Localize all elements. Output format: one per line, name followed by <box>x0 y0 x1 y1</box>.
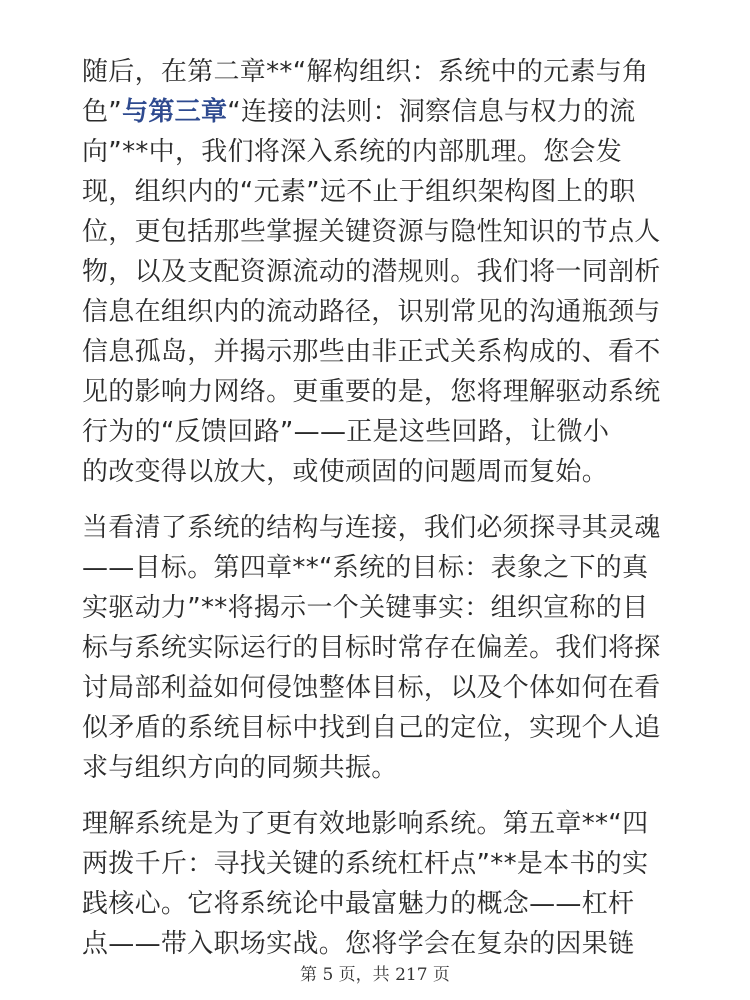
text-line: 实驱动力”**将揭示一个关键事实：组织宣称的目 <box>82 593 649 623</box>
paragraph <box>82 508 682 788</box>
text-line: 位，更包括那些掌握关键资源与隐性知识的节点人 <box>82 217 661 247</box>
text-line: 色”与第三章“连接的法则：洞察信息与权力的流 <box>82 97 636 127</box>
text-line: 信息孤岛，并揭示那些由非正式关系构成的、看不 <box>82 337 661 367</box>
paragraph <box>82 804 682 964</box>
text-line: ——目标。第四章**“系统的目标：表象之下的真 <box>82 553 649 583</box>
text-line: 物，以及支配资源流动的潜规则。我们将一同剖析 <box>82 257 661 287</box>
text-line: 行为的“反馈回路”——正是这些回路，让微小 <box>82 417 610 447</box>
text-line: 两拨千斤：寻找关键的系统杠杆点”**是本书的实 <box>82 849 649 879</box>
text-line: 讨局部利益如何侵蚀整体目标，以及个体如何在看 <box>82 673 661 703</box>
text-line: 当看清了系统的结构与连接，我们必须探寻其灵魂 <box>82 513 661 543</box>
text-line: 标与系统实际运行的目标时常存在偏差。我们将探 <box>82 633 661 663</box>
text-line: 践核心。它将系统论中最富魅力的概念——杠杆 <box>82 889 635 919</box>
body-text <box>82 52 682 980</box>
page-number-footer: 第 5 页，共 217 页 <box>300 965 450 985</box>
text-line: 似矛盾的系统目标中找到自己的定位，实现个人追 <box>82 713 661 743</box>
text-line: 向”**中，我们将深入系统的内部肌理。您会发 <box>82 137 623 167</box>
text-line: 的改变得以放大，或使顽固的问题周而复始。 <box>82 457 609 487</box>
text-line: 求与组织方向的同频共振。 <box>82 753 398 783</box>
text-line: 现，组织内的“元素”远不止于组织架构图上的职 <box>82 177 636 207</box>
text-line: 理解系统是为了更有效地影响系统。第五章**“四 <box>82 809 649 839</box>
text-line: 点——带入职场实战。您将学会在复杂的因果链 <box>82 929 635 959</box>
paragraph <box>82 52 682 492</box>
text-line: 信息在组织内的流动路径，识别常见的沟通瓶颈与 <box>82 297 661 327</box>
emphasized-text: 与第三章 <box>122 97 228 127</box>
text-line: 随后，在第二章**“解构组织：系统中的元素与角 <box>82 57 649 87</box>
text-line: 见的影响力网络。更重要的是，您将理解驱动系统 <box>82 377 661 407</box>
